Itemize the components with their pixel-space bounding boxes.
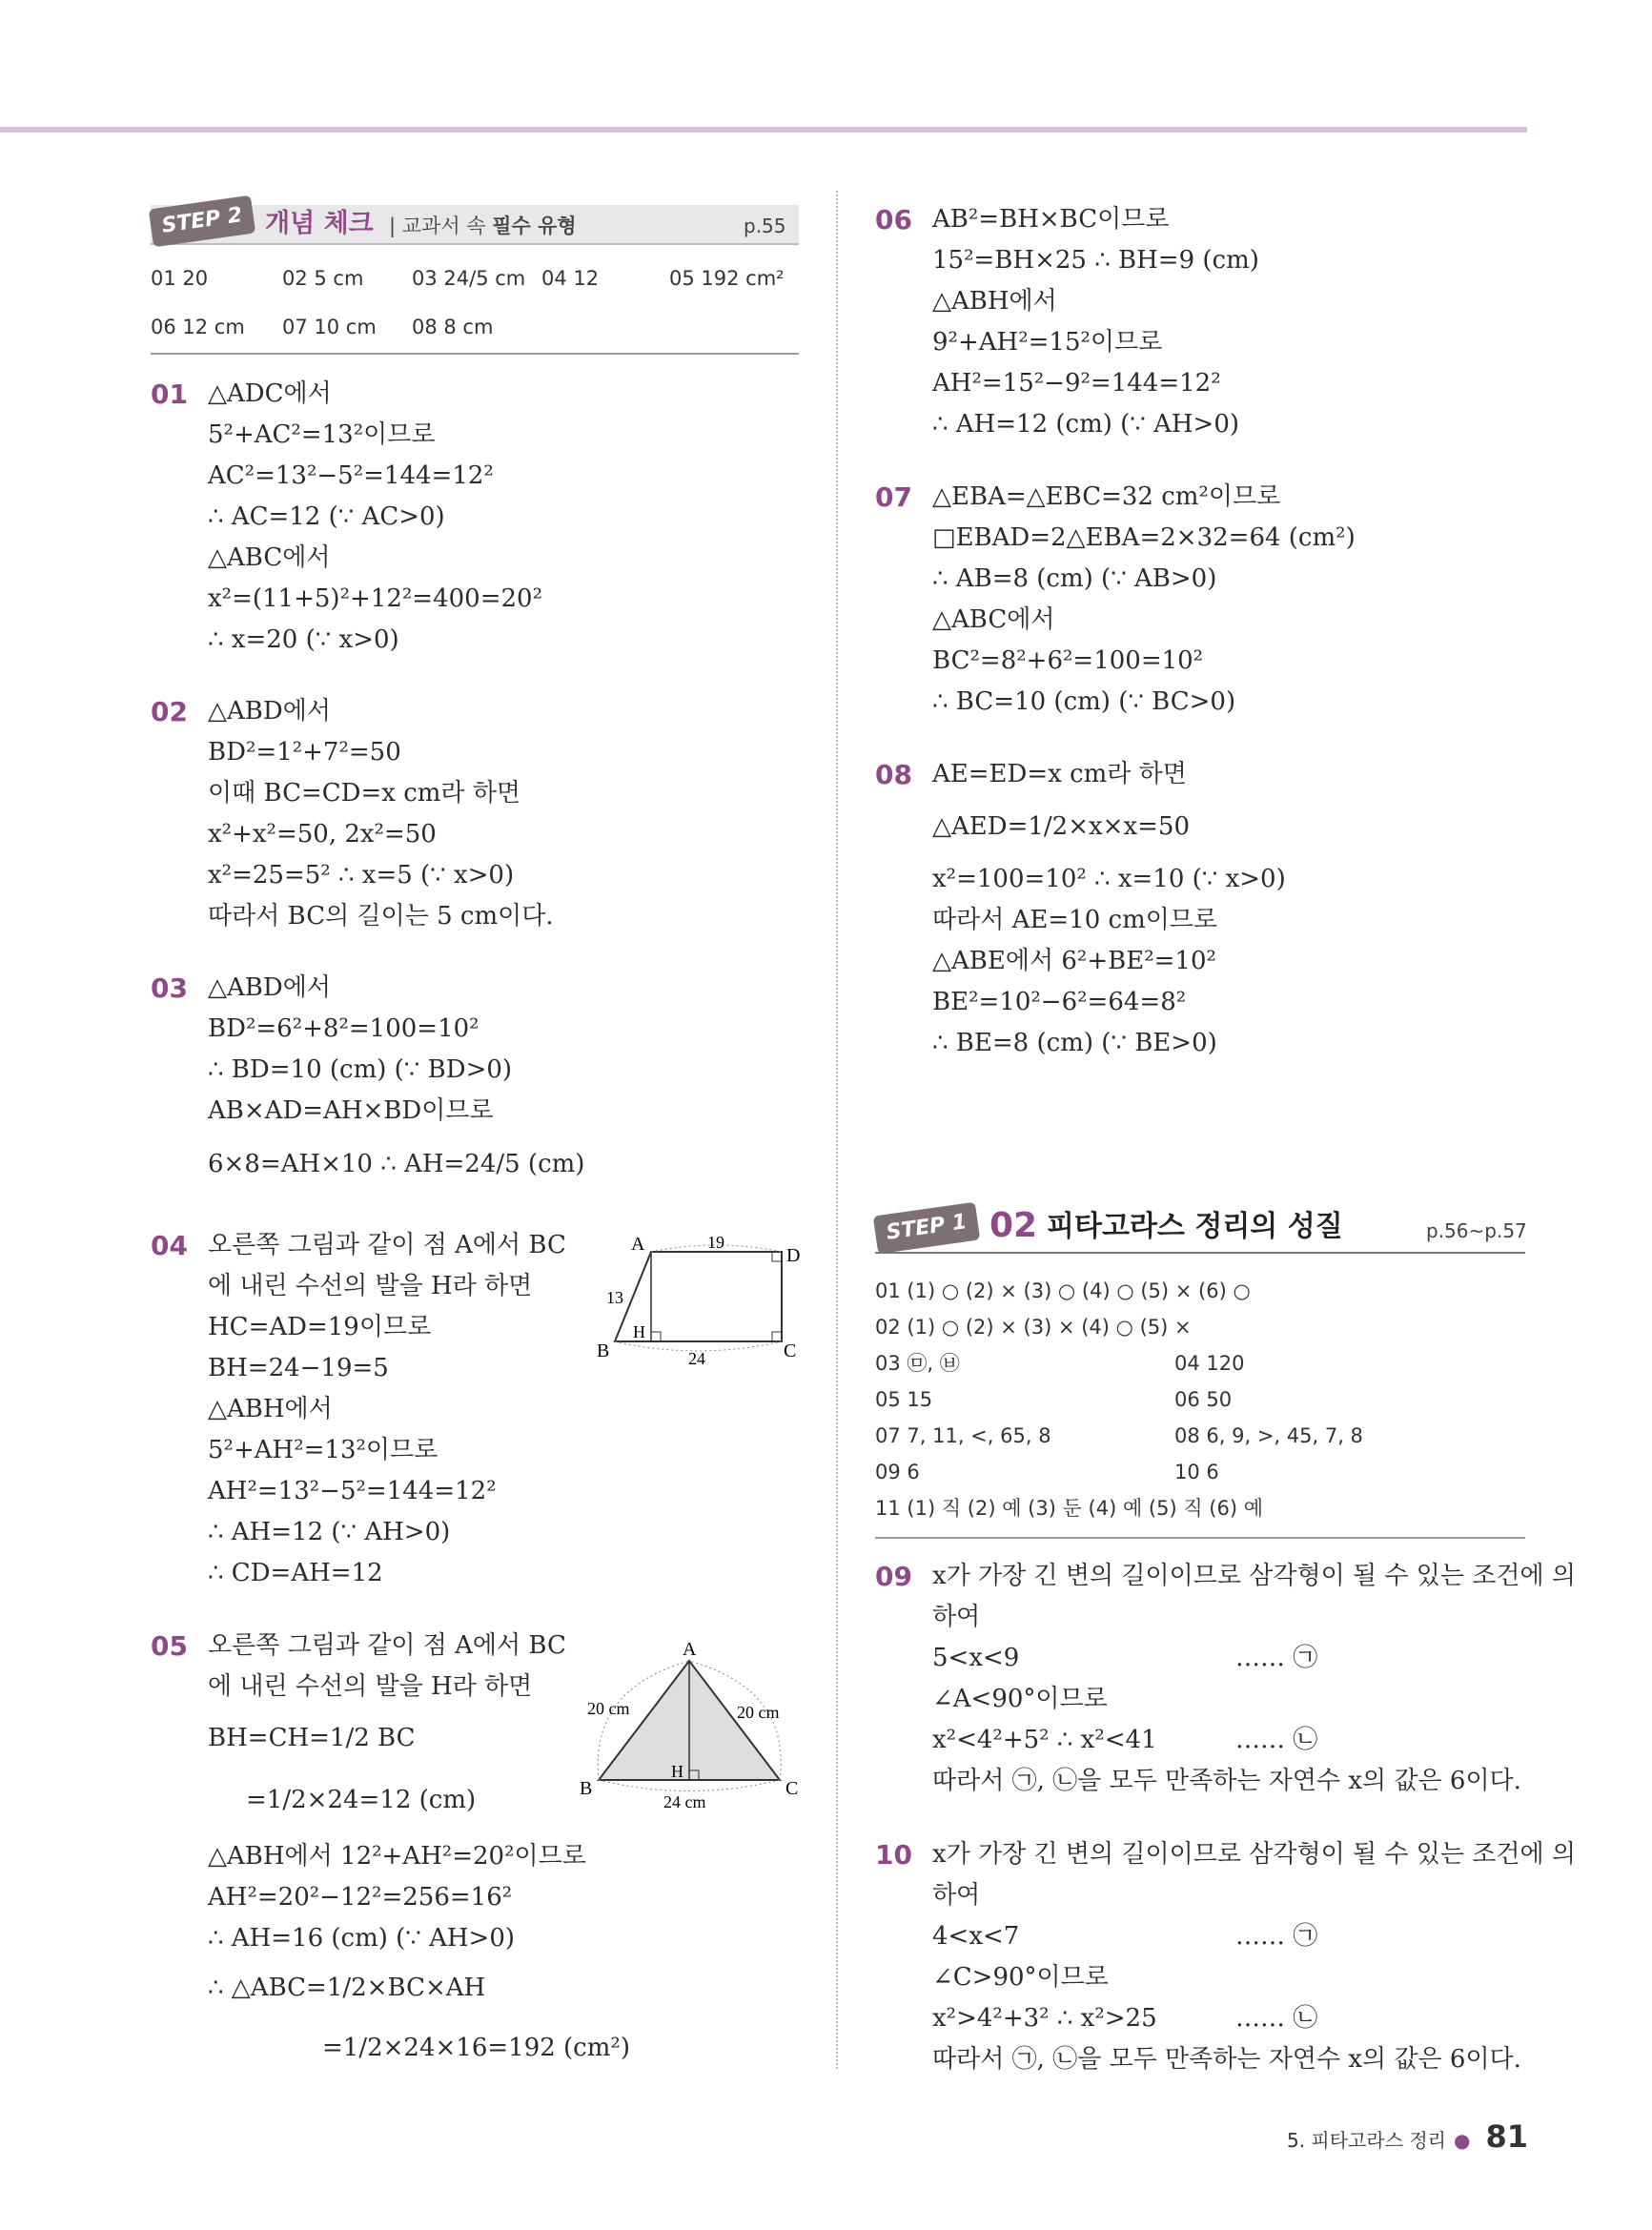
problem-01-line: △ADC에서 [208,379,332,408]
answer-08: 08 8 cm [412,316,494,338]
problem-05-line: 오른쪽 그림과 같이 점 A에서 BC [208,1631,566,1660]
problem-05-line: AH²=20²−12²=256=16² [208,1883,513,1912]
problem-04-line: 5²+AH²=13²이므로 [208,1436,438,1464]
step2-subtitle-bold: 필수 유형 [492,215,577,237]
problem-02-line: 따라서 BC의 길이는 5 cm이다. [208,902,554,931]
fig04-D: D [786,1245,801,1266]
problem-10-line: 하여 [932,1881,981,1910]
problem-08-line: x²=100=10² ∴ x=10 (∵ x>0) [932,865,1286,893]
problem-05-line: =1/2×24=12 (cm) [246,1786,477,1814]
page-number: 81 [1485,2118,1528,2155]
fig04-bottom-length: 24 [688,1349,705,1368]
problem-05-line: =1/2×24×16=192 (cm²) [322,2034,630,2062]
problem-06-line: 15²=BH×25 ∴ BH=9 (cm) [932,246,1259,275]
figure-04-trapezoid [591,1235,801,1368]
problem-03-line: ∴ BD=10 (cm) (∵ BD>0) [208,1055,513,1084]
top-divider [0,127,1527,133]
problem-07-line: ∴ BC=10 (cm) (∵ BC>0) [932,687,1236,716]
fig05-A: A [683,1639,697,1660]
answers-divider [151,353,799,355]
problem-01-line: AC²=13²−5²=144=12² [208,461,494,490]
problem-06-line: 9²+AH²=15²이므로 [932,328,1163,357]
problem-10-line: 따라서 ㉠, ㉡을 모두 만족하는 자연수 x의 값은 6이다. [932,2045,1521,2074]
problem-04-line: 오른쪽 그림과 같이 점 A에서 BC [208,1231,566,1259]
problem-number-03: 03 [151,972,188,1004]
footer-bullet-icon: ● [1454,2129,1471,2152]
answer-04: 04 12 [541,267,600,290]
problem-01-line: x²=(11+5)²+12²=400=20² [208,584,542,613]
problem-10-line: x가 가장 긴 변의 길이이므로 삼각형이 될 수 있는 조건에 의 [932,1840,1576,1869]
problem-number-10: 10 [875,1839,912,1871]
problem-04-line: △ABH에서 [208,1395,333,1423]
fig04-top-length: 19 [707,1235,724,1252]
fig04-A: A [631,1235,645,1255]
problem-07-line: △EBA=△EBC=32 cm²이므로 [932,482,1281,511]
step1-answer-03: 03 ㉤, ㉥ [875,1352,960,1375]
problem-06-line: ∴ AH=12 (cm) (∵ AH>0) [932,410,1240,439]
answer-06: 06 12 cm [151,316,245,338]
step1-badge: STEP 1 [873,1202,981,1255]
problem-02-line: 이때 BC=CD=x cm라 하면 [208,779,521,808]
problem-02-line: BD²=1²+7²=50 [208,738,401,767]
problem-09-line: 5<x<9 [932,1644,1020,1672]
fig05-C: C [785,1778,799,1799]
fig05-right-length: 20 cm [737,1703,780,1722]
section-number: 02 [989,1206,1038,1245]
problem-10-line: x²>4²+3² ∴ x²>25 [932,2004,1157,2033]
problem-09-line: 따라서 ㉠, ㉡을 모두 만족하는 자연수 x의 값은 6이다. [932,1767,1521,1795]
problem-05-line: △ABH에서 12²+AH²=20²이므로 [208,1842,586,1871]
problem-09-mark-2: …… ㉡ [1235,1726,1318,1754]
section-page-ref: p.56~p.57 [1426,1219,1527,1242]
fig04-side-length: 13 [606,1288,623,1307]
step1-answer-01: 01 (1) ○ (2) × (3) ○ (4) ○ (5) × (6) ○ [875,1279,1251,1302]
problem-02-line: △ABD에서 [208,697,331,726]
problem-10-line: ∠C>90°이므로 [932,1963,1109,1992]
fig05-B: B [580,1778,593,1799]
step1-answer-10: 10 6 [1174,1461,1219,1483]
problem-07-line: ∴ AB=8 (cm) (∵ AB>0) [932,564,1217,593]
step1-answer-04: 04 120 [1174,1352,1245,1375]
step2-subtitle: | 교과서 속 필수 유형 [389,215,577,237]
problem-03-line: 6×8=AH×10 ∴ AH=24/5 (cm) [208,1150,585,1178]
problem-05-line: BH=CH=1/2 BC [208,1724,416,1752]
step1-answer-05: 05 15 [875,1388,933,1411]
step1-answer-02: 02 (1) ○ (2) × (3) × (4) ○ (5) × [875,1316,1192,1339]
problem-06-line: △ABH에서 [932,287,1057,316]
problem-03-line: △ABD에서 [208,973,331,1002]
step1-answer-06: 06 50 [1174,1388,1233,1411]
problem-09-line: x²<4²+5² ∴ x²<41 [932,1726,1157,1754]
step2-title: 개념 체크 [265,209,374,238]
problem-02-line: x²=25=5² ∴ x=5 (∵ x>0) [208,861,515,890]
problem-01-line: 5²+AC²=13²이므로 [208,420,436,449]
problem-04-line: AH²=13²−5²=144=12² [208,1477,497,1505]
problem-04-line: HC=AD=19이므로 [208,1313,432,1341]
step1-answer-08: 08 6, 9, >, 45, 7, 8 [1174,1424,1363,1447]
section-header-rule [875,1252,1525,1254]
problem-01-line: ∴ x=20 (∵ x>0) [208,625,399,654]
step1-answer-11: 11 (1) 직 (2) 예 (3) 둔 (4) 예 (5) 직 (6) 예 [875,1497,1264,1520]
problem-01-line: ∴ AC=12 (∵ AC>0) [208,502,445,531]
problem-08-line: AE=ED=x cm라 하면 [932,760,1187,788]
step2-badge: STEP 2 [149,195,256,248]
problem-04-line: ∴ AH=12 (∵ AH>0) [208,1518,451,1546]
problem-05-line: ∴ △ABC=1/2×BC×AH [208,1974,486,2002]
problem-10-line: 4<x<7 [932,1922,1020,1951]
problem-08-line: BE²=10²−6²=64=8² [932,988,1187,1016]
problem-04-line: 에 내린 수선의 발을 H라 하면 [208,1272,533,1300]
problem-09-line: ∠A<90°이므로 [932,1685,1108,1713]
problem-03-line: BD²=6²+8²=100=10² [208,1014,479,1043]
problem-07-line: BC²=8²+6²=100=10² [932,646,1204,675]
problem-number-07: 07 [875,481,912,513]
step2-subtitle-prefix: 교과서 속 [401,215,493,237]
column-divider [836,191,838,2069]
problem-02-line: x²+x²=50, 2x²=50 [208,820,437,849]
step1-answer-07: 07 7, 11, <, 65, 8 [875,1424,1051,1447]
problem-05-line: ∴ AH=16 (cm) (∵ AH>0) [208,1924,516,1953]
fig05-left-length: 20 cm [587,1699,630,1718]
problem-08-line: △AED=1/2×x×x=50 [932,812,1190,841]
step2-page-ref: p.55 [744,215,786,237]
fig04-C: C [784,1340,797,1361]
problem-08-line: ∴ BE=8 (cm) (∵ BE>0) [932,1029,1217,1057]
footer-chapter: 5. 피타고라스 정리 [1286,2129,1447,2152]
problem-number-04: 04 [151,1230,188,1261]
answer-02: 02 5 cm [282,267,364,290]
problem-08-line: △ABE에서 6²+BE²=10² [932,947,1216,975]
problem-01-line: △ABC에서 [208,543,331,572]
problem-number-08: 08 [875,759,912,790]
fig04-B: B [597,1340,610,1361]
problem-06-line: AH²=15²−9²=144=12² [932,369,1221,398]
problem-10-mark-2: …… ㉡ [1235,2004,1318,2033]
answer-03: 03 24/5 cm [412,267,526,290]
problem-07-line: □EBAD=2△EBA=2×32=64 (cm²) [932,523,1356,552]
problem-05-line: 에 내린 수선의 발을 H라 하면 [208,1672,533,1701]
answer-05: 05 192 cm² [669,267,785,290]
fig05-H: H [671,1762,683,1781]
problem-04-line: ∴ CD=AH=12 [208,1559,383,1587]
problem-06-line: AB²=BH×BC이므로 [932,205,1170,234]
problem-09-line: x가 가장 긴 변의 길이이므로 삼각형이 될 수 있는 조건에 의 [932,1562,1576,1590]
problem-number-01: 01 [151,378,188,410]
fig05-bottom-length: 24 cm [663,1792,706,1811]
answer-01: 01 20 [151,267,209,290]
figure-05-triangle [580,1632,808,1813]
step1-answers-divider [875,1537,1525,1539]
problem-09-mark-1: …… ㉠ [1235,1644,1318,1672]
problem-08-line: 따라서 AE=10 cm이므로 [932,906,1218,934]
problem-number-05: 05 [151,1630,188,1662]
problem-09-line: 하여 [932,1603,981,1631]
problem-number-09: 09 [875,1561,912,1592]
page-footer [1287,2118,1528,2155]
problem-number-02: 02 [151,696,188,727]
problem-03-line: AB×AD=AH×BD이므로 [208,1096,494,1125]
problem-07-line: △ABC에서 [932,605,1055,634]
fig04-H: H [633,1322,645,1341]
problem-10-mark-1: …… ㉠ [1235,1922,1318,1951]
section-title: 피타고라스 정리의 성질 [1047,1210,1343,1243]
problem-04-line: BH=24−19=5 [208,1354,389,1382]
problem-number-06: 06 [875,204,912,235]
answer-07: 07 10 cm [282,316,377,338]
step1-answer-09: 09 6 [875,1461,920,1483]
